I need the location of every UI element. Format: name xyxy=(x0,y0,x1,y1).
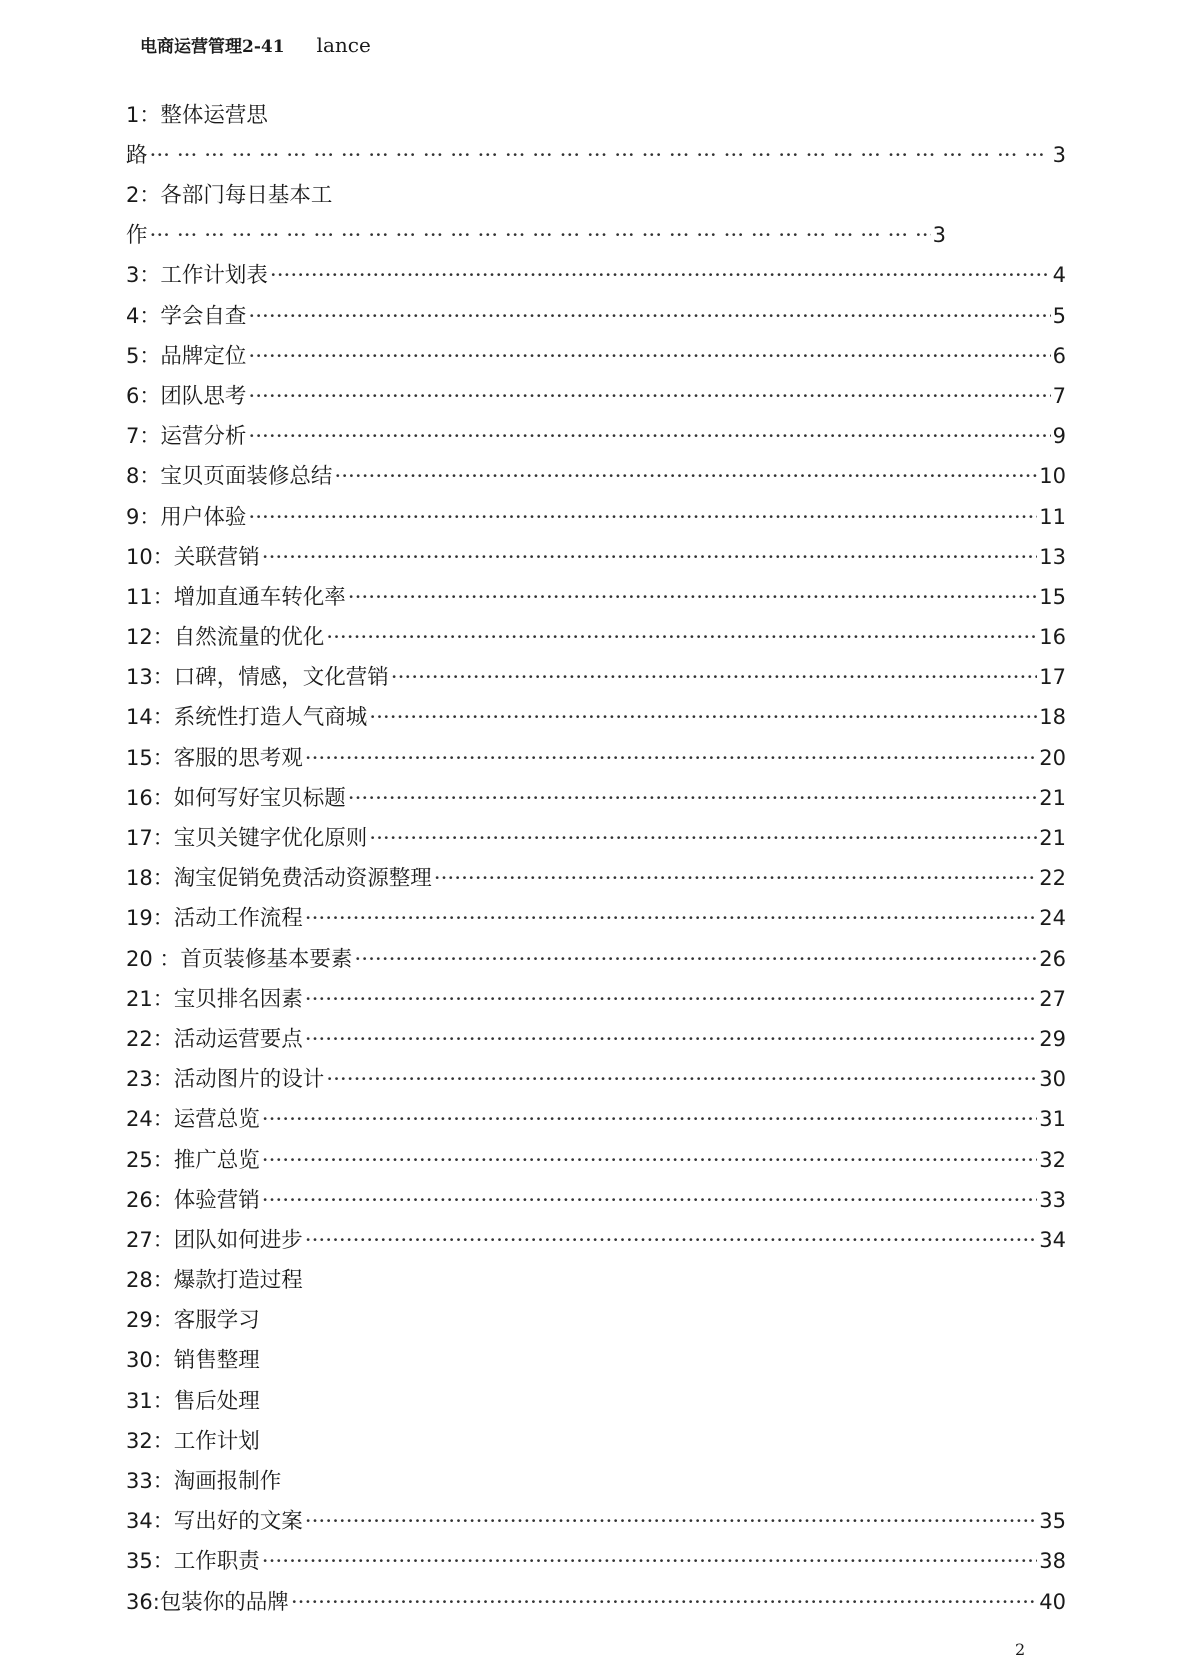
toc-dot-leader xyxy=(305,1502,1038,1542)
toc-entry-title: 首页装修基本要素 xyxy=(180,946,353,972)
toc-entry-number: 15： xyxy=(126,745,174,770)
toc-entry-title: 活动运营要点 xyxy=(173,1026,303,1052)
toc-entry-page: 9 xyxy=(1052,424,1066,449)
toc-entry-title: 工作职责 xyxy=(173,1549,260,1575)
toc-entry[interactable] xyxy=(126,1340,1066,1380)
toc-dot-leader xyxy=(248,498,1037,538)
toc-entry-title: 团队思考 xyxy=(160,383,247,409)
toc-dot-leader xyxy=(248,377,1050,417)
toc-dot-leader xyxy=(262,1100,1038,1140)
toc-entry[interactable] xyxy=(126,296,1066,336)
toc-dot-leader xyxy=(326,1060,1037,1100)
toc-entry-page: 5 xyxy=(1052,303,1066,328)
toc-entry[interactable] xyxy=(126,1381,1066,1421)
toc-entry[interactable] xyxy=(126,537,1066,577)
toc-entry-second-line xyxy=(126,215,946,255)
toc-entry-page: 11 xyxy=(1039,504,1066,529)
toc-entry-page: 13 xyxy=(1039,544,1066,569)
toc-entry-title: 客服学习 xyxy=(173,1308,260,1334)
toc-entry-number: 9： xyxy=(126,504,161,529)
toc-entry-number: 23： xyxy=(126,1067,174,1092)
toc-entry-title: 宝贝页面装修总结 xyxy=(160,464,333,490)
toc-entry-title: 客服的思考观 xyxy=(173,745,303,771)
toc-entry-number: 25： xyxy=(126,1147,174,1172)
toc-entry[interactable] xyxy=(126,1180,1066,1220)
toc-entry-page: 21 xyxy=(1039,826,1066,850)
toc-entry-title: 增加直通车转化率 xyxy=(173,584,346,610)
toc-entry-first-line xyxy=(126,95,1066,135)
toc-entry-page: 33 xyxy=(1039,1187,1066,1212)
toc-entry-page: 32 xyxy=(1039,1147,1066,1172)
toc-entry-title: 工作计划 xyxy=(173,1428,260,1454)
toc-entry-title: 包装你的品牌 xyxy=(159,1589,289,1615)
toc-entry-page: 16 xyxy=(1039,625,1066,650)
toc-entry-number: 33： xyxy=(126,1469,174,1493)
toc-entry-number: 14： xyxy=(126,705,174,730)
toc-entry-title: 活动图片的设计 xyxy=(173,1067,325,1093)
toc-entry-number: 8： xyxy=(126,464,161,489)
toc-dot-leader xyxy=(369,698,1037,738)
toc-entry[interactable] xyxy=(126,1220,1066,1260)
toc-entry-title: 学会自查 xyxy=(160,303,247,329)
toc-entry-number: 21： xyxy=(126,986,174,1011)
toc-dot-leader xyxy=(248,297,1050,337)
toc-entry[interactable] xyxy=(126,1140,1066,1180)
toc-entry[interactable] xyxy=(126,1582,1066,1622)
toc-entry[interactable] xyxy=(126,979,1066,1019)
toc-dot-leader xyxy=(434,859,1038,899)
toc-entry-number: 5： xyxy=(126,343,161,368)
toc-dot-leader xyxy=(150,216,931,256)
page-number: 2 xyxy=(1015,1640,1026,1659)
toc-entry-number: 27： xyxy=(126,1227,174,1252)
toc-dot-leader xyxy=(262,1542,1038,1582)
toc-entry-number: 26： xyxy=(126,1187,174,1212)
toc-entry-number: 16： xyxy=(126,785,174,810)
toc-dot-leader xyxy=(305,980,1038,1020)
toc-dot-leader xyxy=(248,337,1050,377)
toc-entry-title: 各部门每日基本工 xyxy=(160,183,333,209)
toc-entry[interactable] xyxy=(126,1461,1066,1501)
toc-entry[interactable] xyxy=(126,738,1066,778)
toc-entry[interactable] xyxy=(126,818,1066,858)
toc-dot-leader xyxy=(305,899,1038,939)
toc-entry-title: 自然流量的优化 xyxy=(173,625,325,651)
toc-entry[interactable] xyxy=(126,939,1066,979)
toc-dot-leader xyxy=(305,739,1038,779)
toc-entry-title-continued: 作 xyxy=(126,223,148,249)
toc-dot-leader xyxy=(248,417,1050,457)
toc-entry-title: 团队如何进步 xyxy=(173,1227,303,1253)
toc-entry-number: 13： xyxy=(126,665,174,690)
toc-entry-title: 淘宝促销免费活动资源整理 xyxy=(173,866,432,892)
document-author: lance xyxy=(316,33,371,57)
toc-entry-page: 18 xyxy=(1039,705,1066,730)
toc-dot-leader xyxy=(348,578,1038,618)
toc-entry-page: 6 xyxy=(1052,343,1066,368)
toc-dot-leader xyxy=(326,618,1037,658)
toc-dot-leader xyxy=(262,538,1038,578)
toc-entry-number: 11： xyxy=(126,584,174,609)
toc-entry-title: 品牌定位 xyxy=(160,343,247,369)
toc-entry[interactable] xyxy=(126,577,1066,617)
toc-dot-leader xyxy=(354,940,1037,980)
toc-entry-number: 32： xyxy=(126,1428,174,1453)
toc-entry[interactable] xyxy=(126,1421,1066,1461)
toc-dot-leader xyxy=(291,1583,1037,1623)
toc-entry-page: 35 xyxy=(1039,1509,1066,1534)
toc-entry-title: 系统性打造人气商城 xyxy=(173,705,368,731)
toc-entry[interactable] xyxy=(126,255,1066,295)
toc-entry-page: 26 xyxy=(1039,946,1066,971)
toc-entry-title: 推广总览 xyxy=(173,1147,260,1173)
toc-entry-page: 20 xyxy=(1039,745,1066,770)
toc-entry[interactable] xyxy=(126,95,1066,175)
toc-entry-number: 22： xyxy=(126,1026,174,1051)
toc-entry-number: 2： xyxy=(126,183,161,208)
toc-entry-number: 28： xyxy=(126,1268,174,1293)
toc-dot-leader xyxy=(369,819,1037,859)
toc-entry-page: 17 xyxy=(1039,665,1066,690)
toc-entry-title: 售后处理 xyxy=(173,1388,260,1414)
toc-entry-page: 15 xyxy=(1039,584,1066,609)
toc-entry-page: 27 xyxy=(1039,986,1066,1011)
toc-entry[interactable] xyxy=(126,376,1066,416)
toc-entry-number: 3： xyxy=(126,263,161,288)
toc-entry[interactable] xyxy=(126,456,1066,496)
toc-entry-page: 30 xyxy=(1039,1067,1066,1092)
toc-entry-number: 35： xyxy=(126,1549,174,1574)
toc-entry[interactable] xyxy=(126,1501,1066,1541)
toc-entry[interactable] xyxy=(126,1300,1066,1340)
toc-entry-number: 4： xyxy=(126,303,161,328)
toc-entry-title: 工作计划表 xyxy=(160,263,268,289)
toc-entry-page: 4 xyxy=(1052,263,1066,288)
toc-dot-leader xyxy=(391,658,1038,698)
toc-entry-number: 24： xyxy=(126,1107,174,1132)
toc-entry[interactable] xyxy=(126,1541,1066,1581)
toc-entry-number: 31： xyxy=(126,1388,174,1413)
toc-entry-title: 运营分析 xyxy=(160,424,247,450)
toc-entry-title: 整体运营思 xyxy=(160,103,268,128)
toc-entry-number: 30： xyxy=(126,1348,174,1373)
toc-entry-page: 40 xyxy=(1039,1589,1066,1614)
toc-dot-leader xyxy=(262,1141,1038,1181)
toc-entry-page: 38 xyxy=(1039,1549,1066,1574)
toc-dot-leader xyxy=(348,779,1038,819)
toc-entry-number: 10： xyxy=(126,544,174,569)
toc-entry-page: 21 xyxy=(1039,785,1066,810)
toc-entry[interactable] xyxy=(126,1260,1066,1300)
toc-entry-number: 1： xyxy=(126,103,161,127)
toc-entry[interactable] xyxy=(126,778,1066,818)
toc-entry-number: 19： xyxy=(126,906,174,931)
toc-entry-page: 3 xyxy=(932,223,946,248)
toc-entry[interactable] xyxy=(126,858,1066,898)
toc-entry-title: 用户体验 xyxy=(160,504,247,530)
toc-dot-leader xyxy=(334,457,1037,497)
toc-entry[interactable] xyxy=(126,336,1066,376)
toc-entry-title: 运营总览 xyxy=(173,1107,260,1133)
toc-entry[interactable] xyxy=(126,697,1066,737)
toc-entry[interactable] xyxy=(126,1059,1066,1099)
toc-dot-leader xyxy=(262,1181,1038,1221)
toc-entry-number: 36: xyxy=(126,1589,160,1614)
toc-entry-page: 29 xyxy=(1039,1026,1066,1051)
toc-entry-title: 宝贝排名因素 xyxy=(173,986,303,1012)
toc-entry-number: 7： xyxy=(126,424,161,449)
toc-entry-title: 体验营销 xyxy=(173,1187,260,1213)
table-of-contents xyxy=(126,95,1066,1622)
toc-entry-title: 爆款打造过程 xyxy=(173,1268,303,1294)
toc-entry-number: 6： xyxy=(126,383,161,408)
document-title: 电商运营管理2-41 xyxy=(140,37,285,57)
toc-entry-first-line xyxy=(126,175,1066,215)
toc-entry[interactable] xyxy=(126,416,1066,456)
toc-entry-second-line xyxy=(126,135,1066,175)
toc-entry-title: 写出好的文案 xyxy=(173,1509,303,1535)
toc-entry-number: 12： xyxy=(126,625,174,650)
toc-entry-number: 17： xyxy=(126,826,174,850)
toc-entry-page: 22 xyxy=(1039,866,1066,891)
toc-entry-page: 24 xyxy=(1039,906,1066,931)
toc-entry-number: 29： xyxy=(126,1308,174,1333)
toc-dot-leader xyxy=(305,1020,1038,1060)
toc-entry[interactable] xyxy=(126,898,1066,938)
toc-entry-title: 销售整理 xyxy=(173,1348,260,1374)
toc-entry-page: 10 xyxy=(1039,464,1066,489)
toc-entry-number: 20 ： xyxy=(126,946,181,971)
toc-entry-title: 活动工作流程 xyxy=(173,906,303,932)
page-header xyxy=(140,32,371,57)
toc-entry-page: 7 xyxy=(1052,383,1066,408)
toc-entry-page: 3 xyxy=(1052,143,1066,167)
toc-entry-number: 18： xyxy=(126,866,174,891)
toc-entry[interactable] xyxy=(126,617,1066,657)
toc-dot-leader xyxy=(305,1221,1038,1261)
toc-entry-page: 34 xyxy=(1039,1227,1066,1252)
toc-entry-title: 宝贝关键字优化原则 xyxy=(173,826,368,851)
toc-entry-title: 口碑，情感，文化营销 xyxy=(173,665,389,691)
toc-entry[interactable] xyxy=(126,657,1066,697)
toc-entry-page: 31 xyxy=(1039,1107,1066,1132)
toc-entry-number: 34： xyxy=(126,1509,174,1534)
toc-dot-leader xyxy=(270,256,1051,296)
toc-entry-title-continued: 路 xyxy=(126,143,148,168)
toc-entry-title: 如何写好宝贝标题 xyxy=(173,785,346,811)
toc-entry-title: 关联营销 xyxy=(173,544,260,570)
toc-entry[interactable] xyxy=(126,1099,1066,1139)
toc-entry-title: 淘画报制作 xyxy=(173,1469,282,1494)
toc-entry[interactable] xyxy=(126,175,1066,255)
toc-dot-leader xyxy=(150,136,1051,176)
toc-entry[interactable] xyxy=(126,1019,1066,1059)
toc-entry[interactable] xyxy=(126,497,1066,537)
